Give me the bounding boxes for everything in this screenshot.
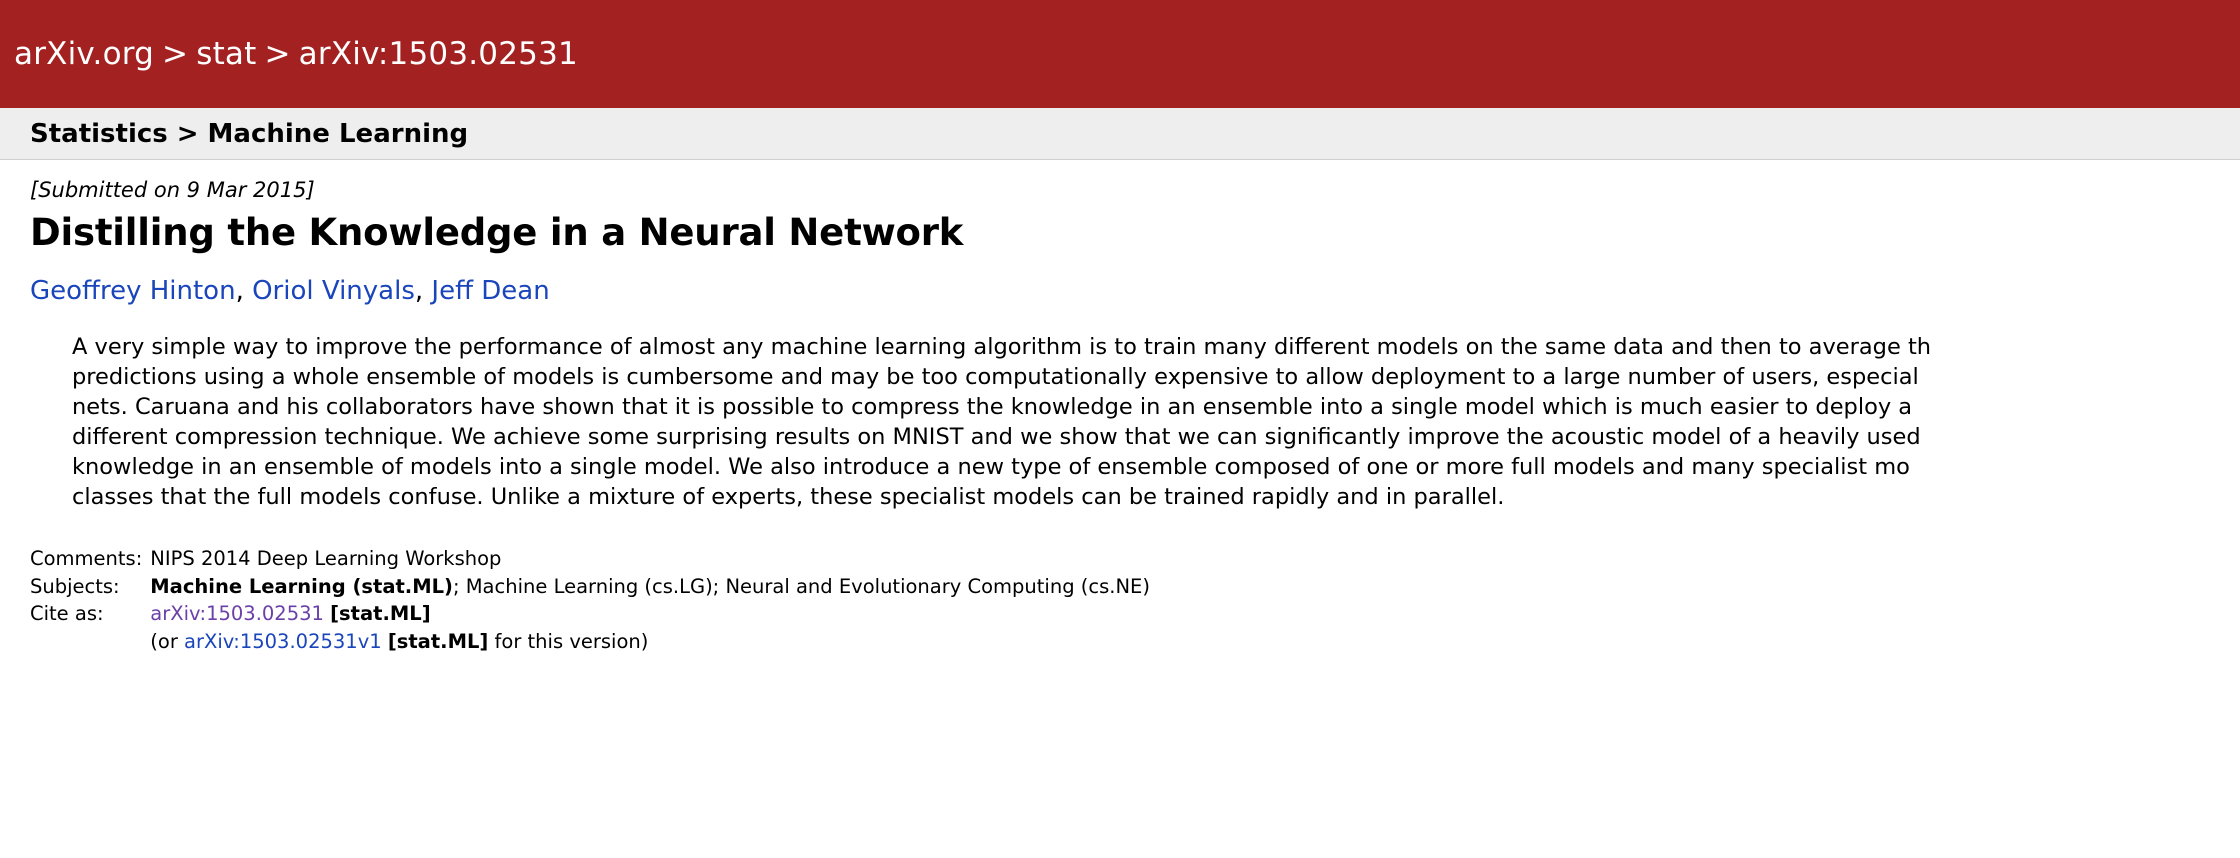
breadcrumb-identifier: arXiv:1503.02531 — [298, 36, 578, 72]
subjects-value — [150, 574, 1150, 602]
comments-value: NIPS 2014 Deep Learning Workshop — [150, 547, 502, 570]
table-row — [30, 546, 1150, 574]
author-separator-1: , — [235, 276, 253, 306]
subject-secondary: Machine Learning — [207, 118, 469, 149]
subject-breadcrumb-bar — [0, 108, 2240, 160]
version-prefix: (or — [150, 629, 185, 653]
arxiv-top-breadcrumb-bar — [0, 0, 2240, 108]
table-row — [30, 629, 1150, 657]
subject-primary: Statistics — [30, 118, 168, 149]
version-suffix: for this version) — [488, 629, 649, 653]
cite-tag: [stat.ML] — [330, 602, 431, 625]
submission-date: [Submitted on 9 Mar 2015] — [30, 178, 315, 202]
version-id-link[interactable]: arXiv:1503.02531v1 — [184, 629, 382, 653]
breadcrumb-site[interactable]: arXiv.org — [14, 36, 155, 72]
abstract-line: A very simple way to improve the performance of almost any machine learning algorithm is to train many different models on the same data and then to average th — [72, 334, 1932, 360]
author-list — [30, 276, 2240, 306]
author-link-3[interactable]: Jeff Dean — [431, 276, 550, 306]
version-value — [150, 629, 1150, 657]
subjects-label: Subjects: — [30, 574, 120, 598]
version-label-empty — [30, 629, 150, 657]
subjects-primary: Machine Learning (stat.ML) — [150, 574, 453, 598]
subject-separator: > — [176, 118, 199, 149]
breadcrumb-separator-1: > — [162, 36, 189, 72]
cite-label: Cite as: — [30, 602, 104, 625]
abstract-line: knowledge in an ensemble of models into a single model. We also introduce a new type of ensemble composed of one or more full models and many specialist mo — [72, 454, 1910, 480]
author-link-2[interactable]: Oriol Vinyals — [252, 276, 415, 306]
metadata-table — [30, 546, 1150, 656]
version-tag: [stat.ML] — [387, 629, 489, 653]
cite-id-link[interactable]: arXiv:1503.02531 — [150, 602, 324, 625]
author-link-1[interactable]: Geoffrey Hinton — [30, 276, 236, 306]
abstract-text — [72, 332, 2240, 512]
paper-detail — [0, 160, 2240, 656]
breadcrumb-archive[interactable]: stat — [196, 36, 257, 72]
breadcrumb — [14, 36, 578, 72]
breadcrumb-separator-2: > — [264, 36, 291, 72]
abstract-line: classes that the full models confuse. Unlike a mixture of experts, these specialist models can be trained rapidly and in parallel. — [72, 484, 1505, 510]
table-row — [30, 574, 1150, 602]
page-title: Distilling the Knowledge in a Neural Network — [30, 211, 964, 254]
comments-label: Comments: — [30, 547, 143, 570]
abstract-line: predictions using a whole ensemble of models is cumbersome and may be too computationally expensive to allow deployment to a large number of users, especial — [72, 364, 1919, 390]
author-separator-2: , — [414, 276, 432, 306]
table-row — [30, 601, 1150, 629]
cite-value — [150, 601, 1150, 629]
abstract-line: nets. Caruana and his collaborators have shown that it is possible to compress the knowledge in an ensemble into a single model which is much easier to deploy a — [72, 394, 1913, 420]
subjects-rest: ; Machine Learning (cs.LG); Neural and Evolutionary Computing (cs.NE) — [452, 574, 1150, 598]
abstract-line: different compression technique. We achieve some surprising results on MNIST and we show that we can significantly improve the acoustic model of a heavily used — [72, 424, 1921, 450]
